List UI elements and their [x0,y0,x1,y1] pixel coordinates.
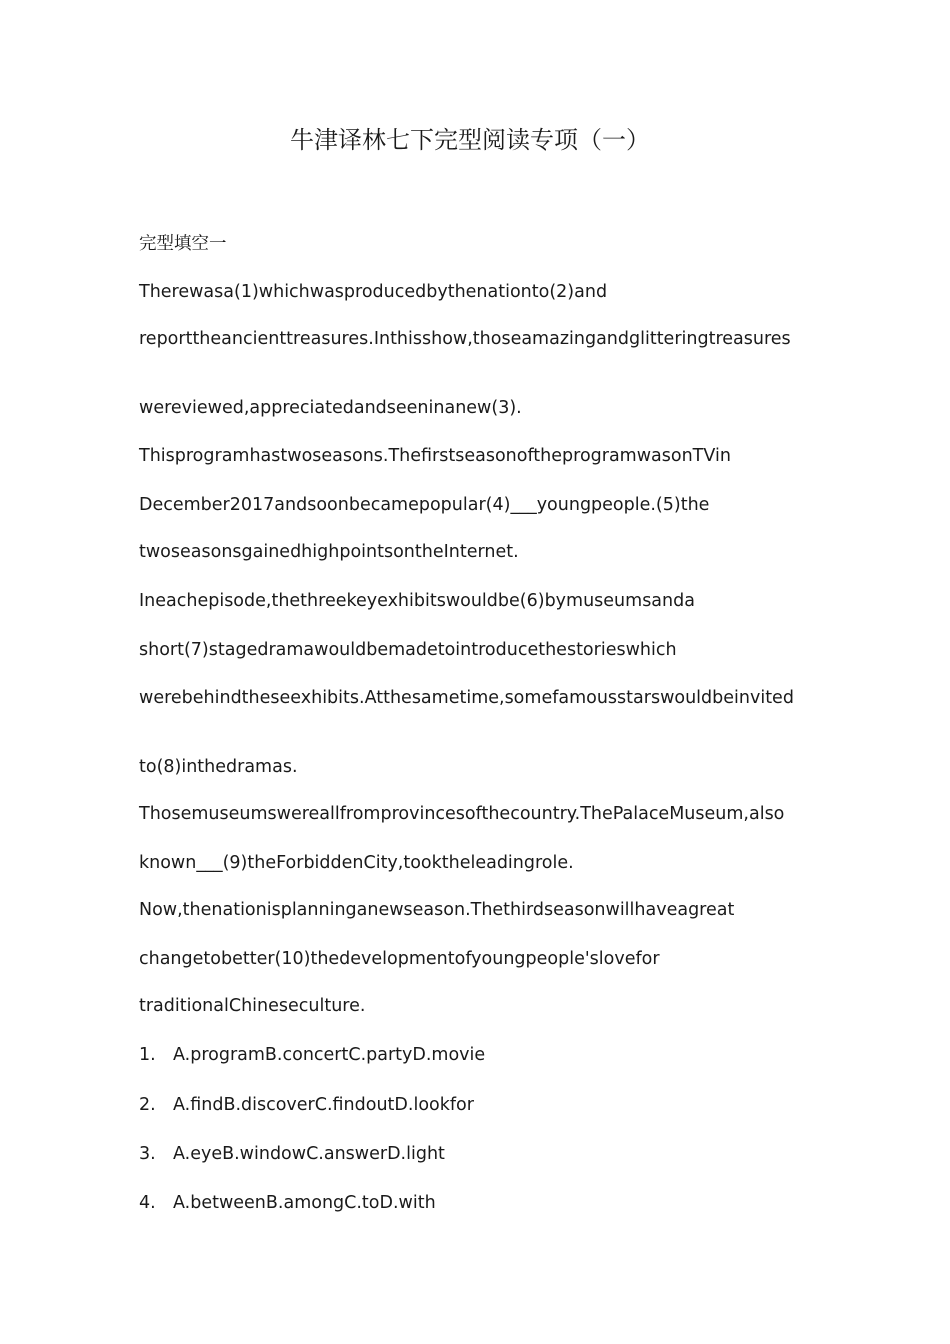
document-title: 牛津译林七下完型阅读专项（一） [290,126,650,154]
passage-line: Thosemuseumswereallfromprovincesofthecountry.ThePalaceMuseum,also [139,804,785,824]
option-number: 4. [139,1193,156,1213]
option-text: A.betweenB.amongC.toD.with [173,1193,436,1213]
passage-line: werebehindtheseexhibits.Atthesametime,somefamousstarswouldbeinvited [139,688,794,708]
section-label: 完型填空一 [139,234,227,254]
option-item [139,1095,474,1116]
passage-line: wereviewed,appreciatedandseeninanew(3). [139,398,522,418]
option-number: 1. [139,1045,156,1065]
option-item [139,1045,485,1066]
option-item [139,1144,445,1165]
passage-line: known___(9)theForbiddenCity,tooktheleadingrole. [139,853,574,873]
option-text: A.eyeB.windowC.answerD.light [173,1144,445,1164]
passage-line: December2017andsoonbecamepopular(4)___youngpeople.(5)the [139,495,710,515]
passage-line: traditionalChineseculture. [139,996,366,1016]
passage-line: changetobetter(10)thedevelopmentofyoungpeople'slovefor [139,949,660,969]
passage-line: Thisprogramhastwoseasons.ThefirstseasonoftheprogramwasonTVin [139,446,731,466]
option-number: 2. [139,1095,156,1115]
passage-line: Ineachepisode,thethreekeyexhibitswouldbe(6)bymuseumsanda [139,591,695,611]
passage-line: twoseasonsgainedhighpointsontheInternet. [139,542,519,562]
option-number: 3. [139,1144,156,1164]
passage-line: short(7)stagedramawouldbemadetointroducethestorieswhich [139,640,677,660]
option-text: A.programB.concertC.partyD.movie [173,1045,486,1065]
option-item [139,1193,436,1214]
passage-line: Now,thenationisplanninganewseason.Thethirdseasonwillhaveagreat [139,900,735,920]
passage-line: to(8)inthedramas. [139,757,298,777]
passage-line: Therewasa(1)whichwasproducedbythenationto(2)and [139,282,608,302]
option-text: A.findB.discoverC.findoutD.lookfor [173,1095,474,1115]
passage-line: reporttheancienttreasures.Inthisshow,thoseamazingandglitteringtreasures [139,329,791,349]
